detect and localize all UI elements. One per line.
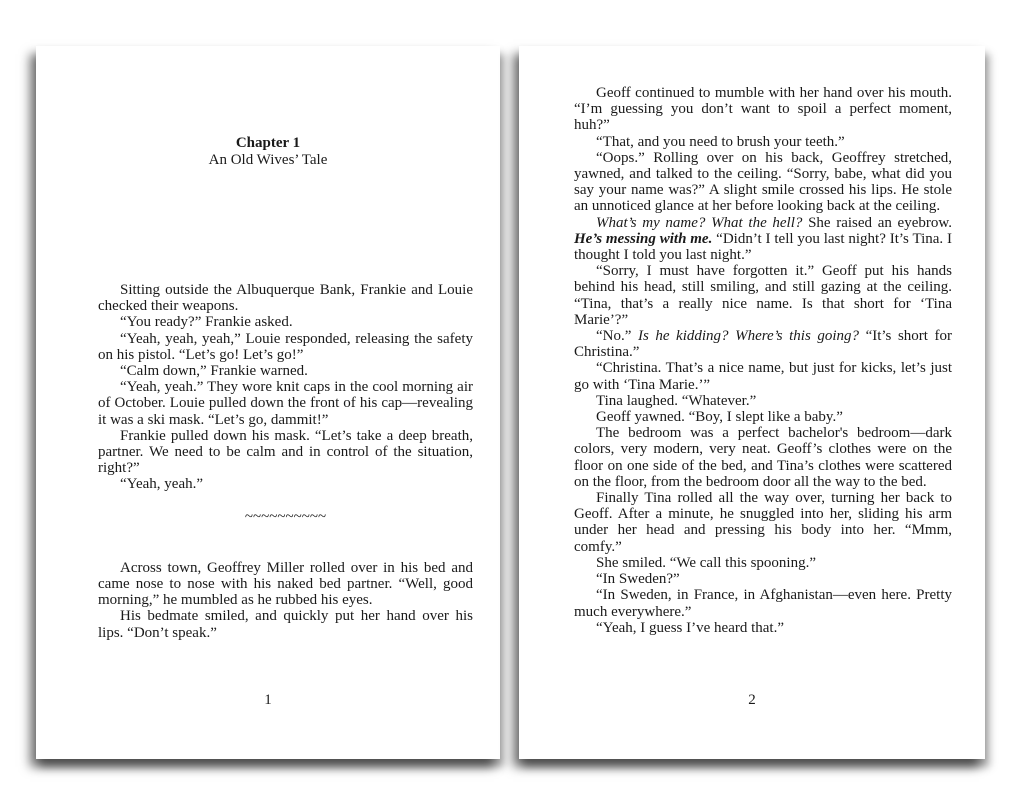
paragraph: Frankie pulled down his mask. “Let’s take a deep breath, partner. We need to be calm and in control of the situation, right?” bbox=[98, 427, 473, 477]
paragraph: Geoff continued to mumble with her hand over his mouth. “I’m guessing you don’t want to spoil a perfect moment, huh?” bbox=[574, 85, 952, 134]
bold-italic-thought: He’s messing with me. bbox=[574, 230, 713, 247]
page-1-body bbox=[98, 282, 473, 641]
paragraph: She smiled. “We call this spooning.” bbox=[596, 554, 817, 571]
page-number: 1 bbox=[264, 692, 272, 708]
paragraph: Geoff yawned. “Boy, I slept like a baby.” bbox=[596, 409, 843, 426]
paragraph: “Yeah, I guess I’ve heard that.” bbox=[596, 619, 784, 636]
chapter-title: An Old Wives’ Tale bbox=[208, 151, 328, 168]
chapter-heading bbox=[36, 135, 500, 168]
paragraph: “You ready?” Frankie asked. bbox=[120, 314, 293, 331]
paragraph: “Sorry, I must have forgotten it.” Geoff put his hands behind his head, still smiling, and still gazing at the ceiling. “Tina, that’s a really nice name. Is that short for ‘Tina Marie’?” bbox=[574, 263, 952, 328]
page-2-body bbox=[574, 85, 952, 636]
page-number: 2 bbox=[748, 692, 756, 708]
paragraph: Sitting outside the Albuquerque Bank, Frankie and Louie checked their weapons. bbox=[98, 282, 473, 315]
text-run: “It’s short for Christina.” bbox=[574, 328, 952, 361]
paragraph: Tina laughed. “Whatever.” bbox=[596, 392, 757, 409]
paragraph: “Yeah, yeah, yeah,” Louie responded, releasing the safety on his pistol. “Let’s go! Let’s go!” bbox=[98, 330, 473, 363]
text-run: “No.” bbox=[596, 328, 638, 345]
book-page-right bbox=[519, 46, 985, 759]
book-page-left bbox=[36, 46, 500, 759]
paragraph: “In Sweden, in France, in Afghanistan—even here. Pretty much everywhere.” bbox=[574, 587, 952, 620]
chapter-number: Chapter 1 bbox=[235, 135, 301, 151]
italic-thought: What’s my name? What the hell? bbox=[596, 214, 803, 231]
paragraph: His bedmate smiled, and quickly put her hand over his lips. “Don’t speak.” bbox=[98, 608, 473, 641]
paragraph: Finally Tina rolled all the way over, turning her back to Geoff. After a minute, he snuggled into her, sliding his arm under her head and pressing his body into her. “Mmm, comfy.” bbox=[574, 490, 952, 555]
paragraph: “Yeah, yeah.” They wore knit caps in the cool morning air of October. Louie pulled down the front of his cap—revealing it was a ski mask. “Let’s go, dammit!” bbox=[98, 379, 473, 428]
paragraph bbox=[574, 215, 952, 264]
paragraph: “Calm down,” Frankie warned. bbox=[120, 363, 308, 380]
paragraph: “Oops.” Rolling over on his back, Geoffrey stretched, yawned, and talked to the ceiling. “Sorry, babe, what did you say your name was?” A slight smile crossed his lips. He stole an unnoticed glance at her before looking back at the ceiling. bbox=[574, 149, 952, 215]
paragraph: Across town, Geoffrey Miller rolled over in his bed and came nose to nose with his naked bed partner. “Well, good morning,” he mumbled as he rubbed his eyes. bbox=[98, 559, 473, 609]
paragraph: The bedroom was a perfect bachelor's bedroom—dark colors, very modern, very neat. Geoff’s clothes were on the floor on one side of the bed, and Tina’s clothes were scattered on the floor, from the bedroom door all the way to the bed. bbox=[574, 425, 952, 490]
paragraph: “In Sweden?” bbox=[596, 571, 680, 588]
text-run: “Didn’t I tell you last night? It’s Tina. I thought I told you last night.” bbox=[574, 230, 952, 264]
paragraph: “That, and you need to brush your teeth.” bbox=[596, 133, 845, 150]
paragraph bbox=[574, 328, 952, 360]
paragraph: “Yeah, yeah.” bbox=[120, 476, 204, 493]
italic-thought: Is he kidding? Where’s this going? bbox=[637, 328, 860, 345]
text-run: She raised an eyebrow. bbox=[802, 214, 952, 231]
paragraph: “Christina. That’s a nice name, but just for kicks, let’s just go with ‘Tina Marie.’” bbox=[574, 360, 952, 393]
scene-break: ~~~~~~~~~~ bbox=[244, 508, 327, 525]
